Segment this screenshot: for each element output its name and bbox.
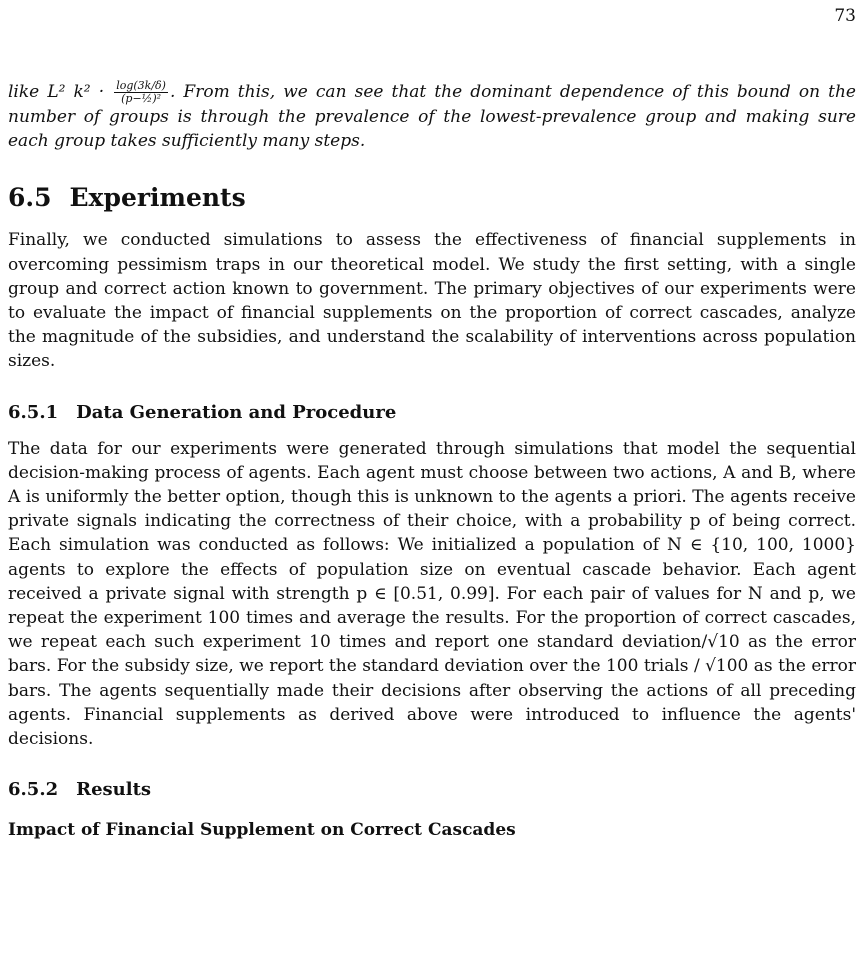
intro-paragraph bbox=[8, 80, 856, 153]
section-heading bbox=[8, 183, 856, 212]
section-title: Experiments bbox=[69, 183, 246, 213]
subsection-number: 6.5.1 bbox=[8, 401, 59, 423]
intro-fraction bbox=[114, 80, 168, 105]
section-number: 6.5 bbox=[8, 183, 52, 213]
paragraph-heading: Impact of Financial Supplement on Correct Cascades bbox=[8, 820, 516, 841]
intro-text: . From this, we can see that the dominant dependence of this bound on the number of groups is through the prevalence of the lowest-prevalence group and making sure each group takes sufficiently many steps. bbox=[8, 82, 856, 152]
subsection-title: Results bbox=[76, 779, 152, 801]
intro-lead-math: like L² k² · bbox=[8, 82, 113, 102]
fraction-numerator: log(3k/δ) bbox=[116, 79, 166, 92]
subsection-title: Data Generation and Procedure bbox=[76, 401, 397, 423]
page-content bbox=[8, 80, 856, 840]
subsection-heading-data-generation bbox=[8, 402, 856, 423]
section-paragraph: Finally, we conducted simulations to assess the effectiveness of financial supplements in overcoming pessimism traps in our theoretical model. We study the first setting, with a single group and correct action known to government. The primary objectives of our experiments were to evaluate the impact of financial supplements on the proportion of correct cascades, analyze the magnitude of the subsidies, and understand the scalability of interventions across population sizes. bbox=[8, 230, 856, 372]
fraction-denominator: (p−½)² bbox=[121, 92, 162, 105]
subsection-number: 6.5.2 bbox=[8, 779, 59, 801]
subsection-heading-results bbox=[8, 779, 856, 800]
data-generation-paragraph: The data for our experiments were generated through simulations that model the sequential decision-making process of agents. Each agent must choose between two actions, A and B, where A is uniformly the better option, though this is unknown to the agents a priori. The agents receive private signals indicating the correctness of their choice, with a probability p of being correct. Each simulation was conducted as follows: We initialized a population of N ∈ {10, 100, 1000} agents to explore the effects of population size on eventual cascade behavior. Each agent received a private signal with strength p ∈ [0.51, 0.99]. For each pair of values for N and p, we repeat the experiment 100 times and average the results. For the proportion of correct cascades, we repeat each such experiment 10 times and report one standard deviation/√10 as the error bars. For the subsidy size, we report the standard deviation over the 100 trials / √100 as the error bars. The agents sequentially made their decisions after observing the actions of all preceding agents. Financial supplements as derived above were introduced to influence the agents' decisions. bbox=[8, 438, 856, 750]
page-number: 73 bbox=[834, 6, 856, 26]
